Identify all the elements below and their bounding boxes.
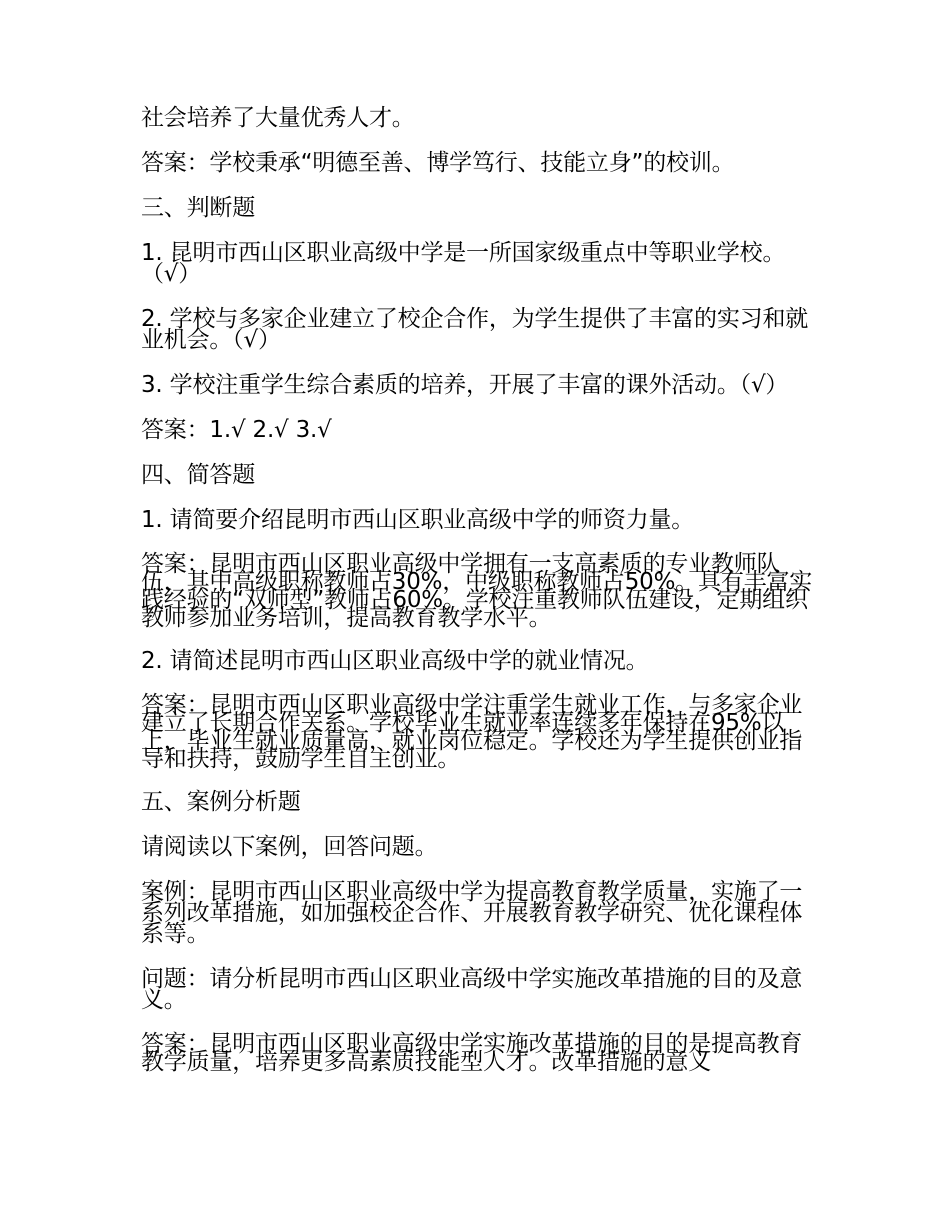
case-question: 问题：请分析昆明市西山区职业高级中学实施改革措施的目的及意义。	[141, 966, 803, 1013]
document-page	[141, 105, 813, 1095]
case-answer: 答案：昆明市西山区职业高级中学实施改革措施的目的是提高教育教学质量，培养更多高素质技能型人才。改革措施的意义	[141, 1031, 803, 1075]
section-heading-short-answer: 四、简答题	[141, 462, 256, 488]
case-text: 案例：昆明市西山区职业高级中学为提高教育教学质量，实施了一系列改革措施，如加强校企合作、开展教育教学研究、优化课程体系等。	[141, 879, 803, 947]
section-heading-case-analysis: 五、案例分析题	[141, 789, 301, 815]
true-false-item-1: 1. 昆明市西山区职业高级中学是一所国家级重点中等职业学校。（√）	[141, 240, 786, 287]
short-answer-question-1: 1. 请简要介绍昆明市西山区职业高级中学的师资力量。	[141, 507, 695, 533]
short-answer-answer-2: 答案：昆明市西山区职业高级中学注重学生就业工作，与多家企业建立了长期合作关系。学校毕业生就业率连续多年保持在95%以上，毕业生就业质量高，就业岗位稳定。学校还为学生提供创业指导和扶持，鼓励学生自主创业。	[141, 692, 803, 772]
short-answer-question-2: 2. 请简述昆明市西山区职业高级中学的就业情况。	[141, 648, 649, 674]
short-answer-answer-1: 答案：昆明市西山区职业高级中学拥有一支高素质的专业教师队伍，其中高级职称教师占30%，中级职称教师占50%。具有丰富实践经验的“双师型”教师占60%。学校注重教师队伍建设，定期组织教师参加业务培训，提高教育教学水平。	[141, 551, 813, 631]
true-false-item-3: 3. 学校注重学生综合素质的培养，开展了丰富的课外活动。（√）	[141, 372, 789, 398]
true-false-item-2: 2. 学校与多家企业建立了校企合作，为学生提供了丰富的实习和就业机会。（√）	[141, 306, 809, 353]
paragraph-motto-answer: 答案：学校秉承“明德至善、博学笃行、技能立身”的校训。	[141, 150, 735, 176]
paragraph-intro-tail: 社会培养了大量优秀人才。	[141, 105, 415, 131]
case-instruction: 请阅读以下案例，回答问题。	[141, 834, 438, 860]
section-heading-true-false: 三、判断题	[141, 195, 256, 221]
true-false-answer: 答案：1.√ 2.√ 3.√	[141, 417, 332, 443]
